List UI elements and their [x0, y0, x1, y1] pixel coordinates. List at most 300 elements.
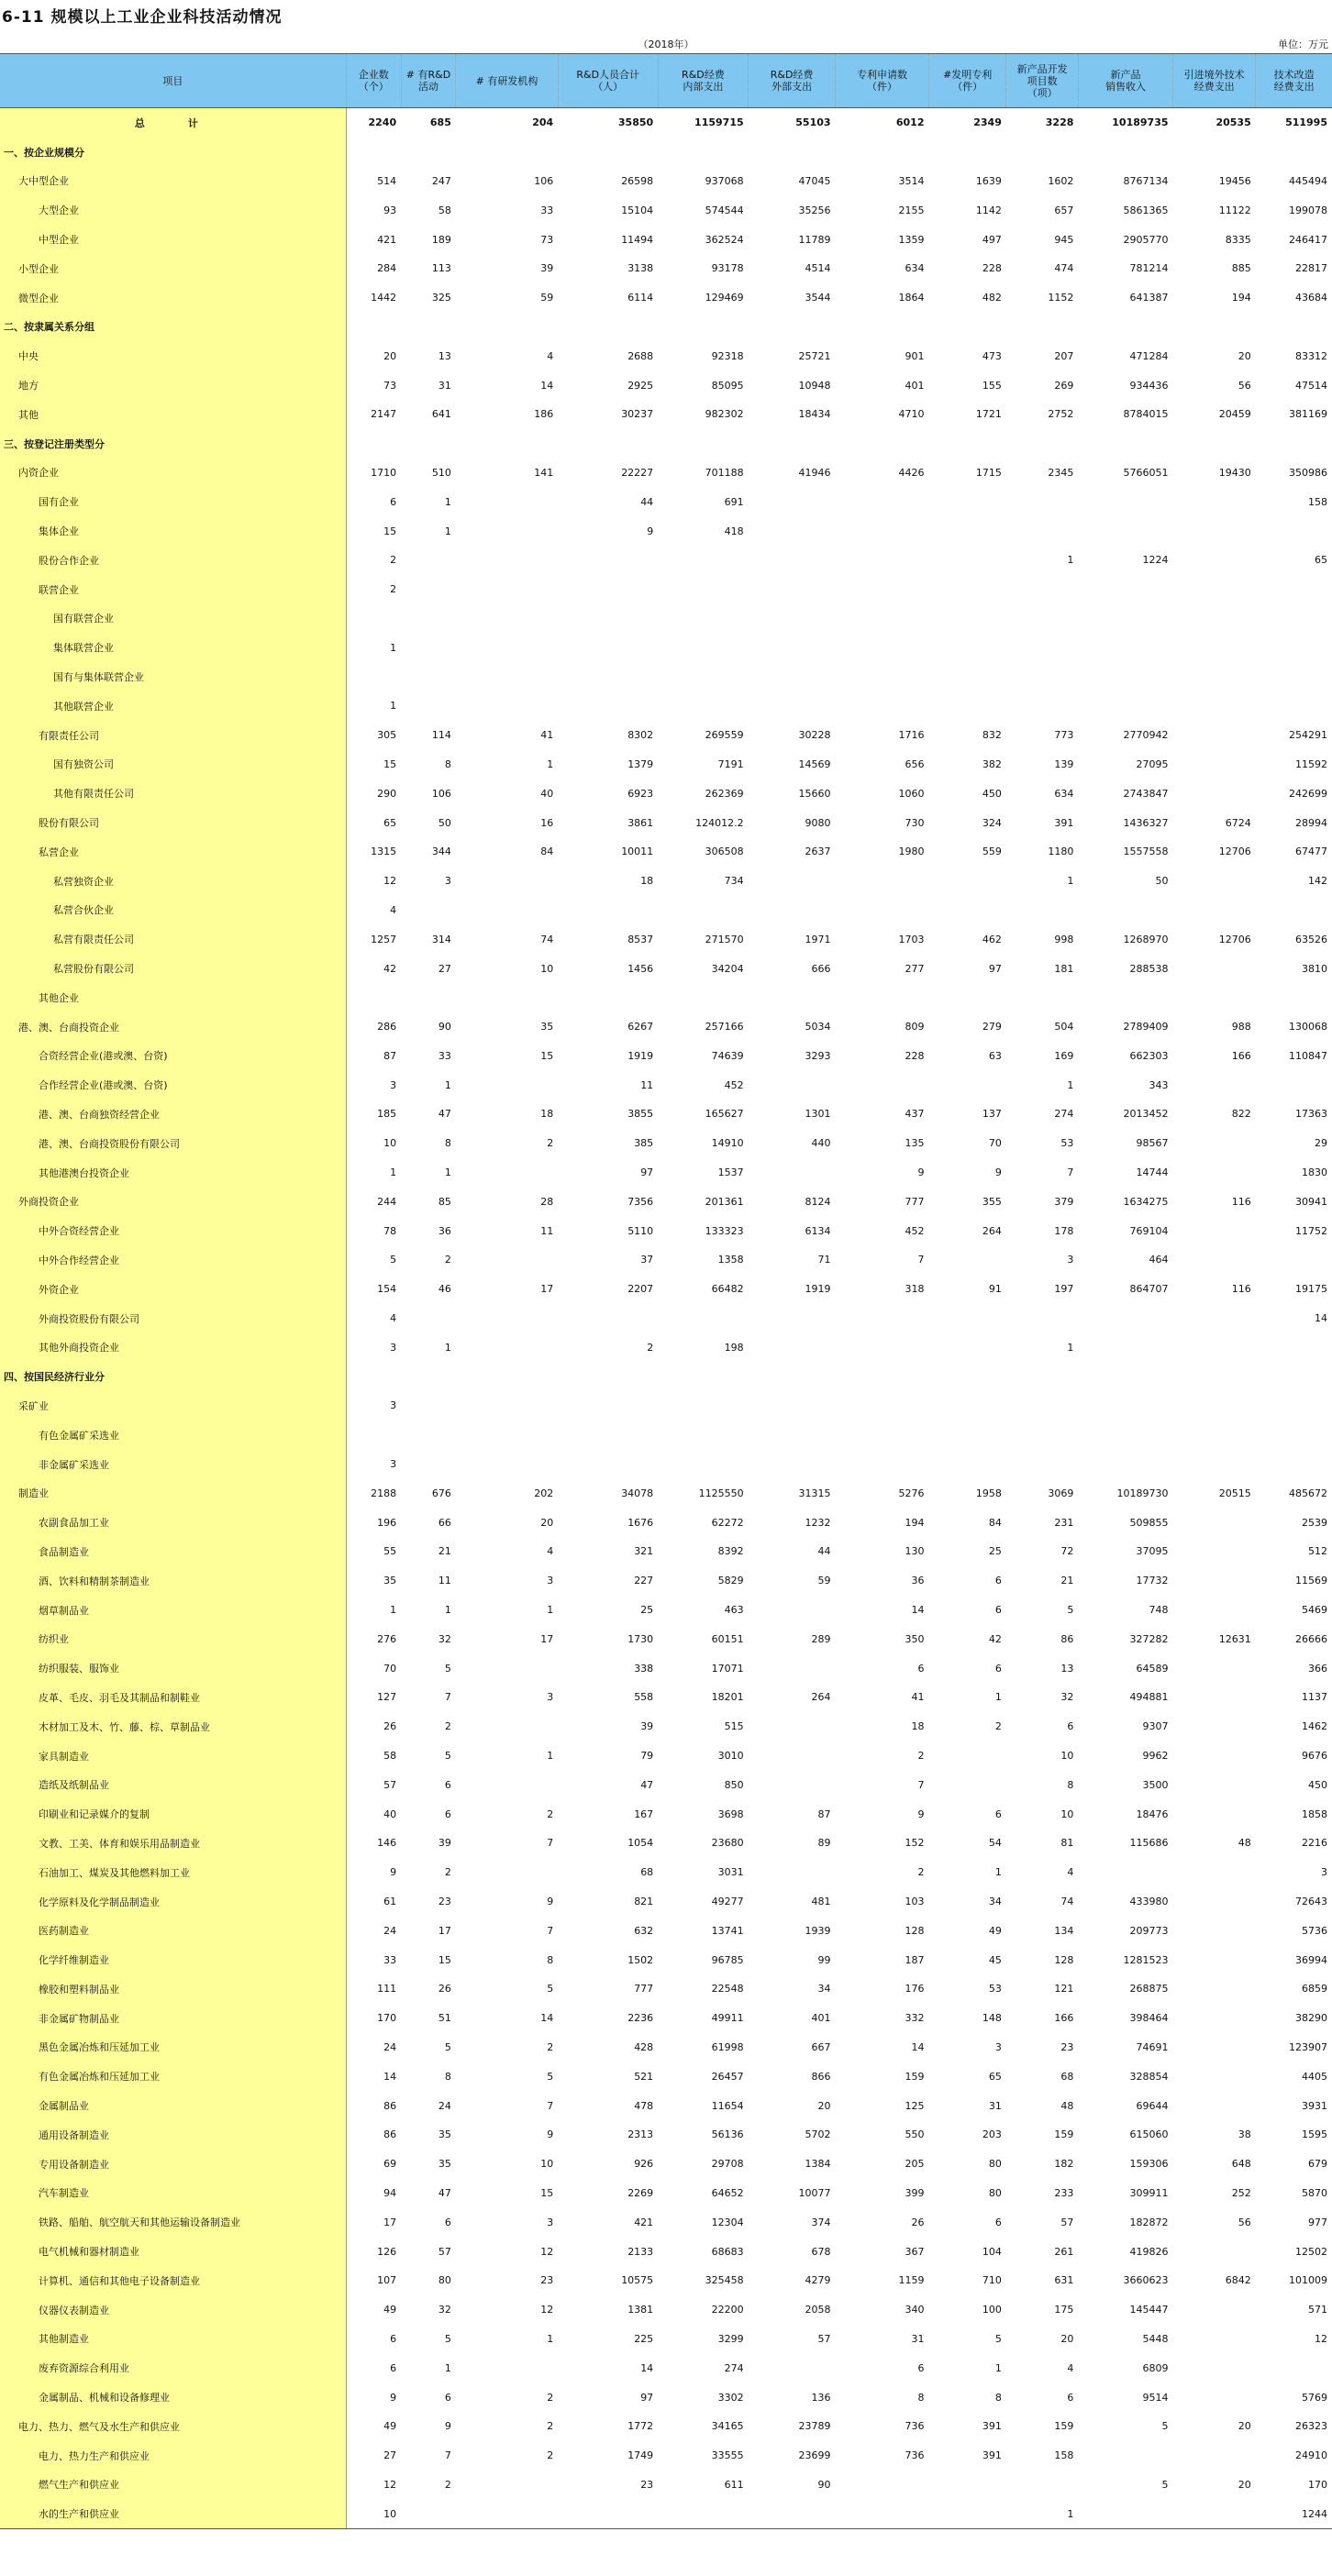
table-cell — [658, 1304, 748, 1333]
table-cell: 463 — [724, 1604, 744, 1617]
table-cell: 23 — [438, 1896, 451, 1907]
table-cell: 17071 — [711, 1662, 744, 1675]
table-cell: 30941 — [1295, 1195, 1327, 1208]
table-cell: 1159 — [898, 2274, 925, 2287]
row-label: 食品制造业 — [0, 1537, 346, 1566]
table-cell: 10011 — [621, 846, 654, 858]
row-label: 电气机械和器材制造业 — [0, 2237, 346, 2266]
table-cell: 1634275 — [1123, 1195, 1169, 1208]
table-cell: 1 — [444, 1604, 451, 1617]
row-label: 合资经营企业(港或澳、台资) — [0, 1042, 346, 1071]
table-cell: 17 — [540, 1283, 554, 1296]
table-row — [0, 2441, 1332, 2471]
table-cell — [1173, 1070, 1256, 1100]
table-cell: 3861 — [627, 816, 654, 829]
table-row — [0, 1187, 1332, 1216]
table-row — [0, 837, 1332, 867]
table-cell: 6 — [1067, 1720, 1074, 1733]
table-cell: 3069 — [1048, 1487, 1074, 1499]
table-cell: 74691 — [1136, 2040, 1169, 2053]
table-cell: 385 — [634, 1137, 654, 1150]
table-cell: 110847 — [1289, 1049, 1327, 1062]
table-cell — [558, 1421, 658, 1450]
table-cell — [836, 662, 929, 691]
table-cell: 662303 — [1129, 1049, 1169, 1062]
table-cell: 146 — [377, 1837, 397, 1850]
table-cell — [401, 429, 456, 459]
table-cell — [456, 1332, 558, 1362]
table-cell: 318 — [905, 1283, 925, 1296]
table-row — [0, 1566, 1332, 1596]
table-cell — [1078, 1421, 1172, 1450]
table-row — [0, 1100, 1332, 1129]
table-cell — [1173, 662, 1256, 691]
table-cell — [456, 1070, 558, 1100]
title-bar — [0, 0, 1332, 33]
table-cell: 46 — [438, 1283, 451, 1296]
table-cell: 1557558 — [1123, 846, 1169, 858]
table-cell: 6859 — [1302, 1983, 1327, 1996]
table-cell: 35256 — [798, 204, 831, 216]
table-cell: 175 — [1054, 2304, 1074, 2316]
table-cell — [658, 2499, 748, 2528]
table-cell: 1381 — [627, 2304, 654, 2316]
table-cell: 73 — [540, 233, 554, 246]
table-cell: 196 — [377, 1516, 397, 1529]
table-cell: 55 — [383, 1545, 397, 1558]
table-cell: 6134 — [805, 1224, 831, 1237]
table-cell — [658, 1362, 748, 1391]
table-cell: 65 — [988, 2070, 1002, 2083]
table-cell: 2 — [547, 2391, 554, 2404]
table-cell: 289 — [811, 1632, 831, 1645]
row-label: 金属制品业 — [0, 2091, 346, 2120]
table-cell: 2 — [444, 1720, 451, 1733]
table-cell: 510 — [431, 466, 451, 479]
table-cell: 3010 — [717, 1750, 744, 1763]
table-cell: 1 — [444, 1078, 451, 1091]
table-cell: 1180 — [1048, 846, 1074, 858]
table-row — [0, 2353, 1332, 2383]
table-cell: 1358 — [717, 1254, 744, 1266]
table-cell: 391 — [982, 2449, 1002, 2462]
table-cell — [929, 546, 1006, 575]
table-cell: 1442 — [371, 292, 397, 304]
table-cell: 685 — [429, 116, 451, 129]
table-cell — [1078, 487, 1172, 516]
row-label: 烟草制品业 — [0, 1596, 346, 1625]
table-cell: 4405 — [1302, 2070, 1327, 2083]
table-cell: 29 — [1315, 1137, 1327, 1150]
table-cell: 485672 — [1289, 1487, 1327, 1499]
row-label: 通用设备制造业 — [0, 2120, 346, 2150]
table-cell: 1919 — [627, 1049, 654, 1062]
table-cell: 42 — [383, 962, 397, 975]
table-cell: 36 — [911, 1575, 925, 1587]
table-cell: 165627 — [705, 1108, 744, 1121]
table-cell — [749, 691, 836, 721]
table-cell: 86 — [1060, 1632, 1074, 1645]
table-cell: 1537 — [717, 1166, 744, 1179]
table-cell: 14910 — [711, 1137, 744, 1150]
table-body — [0, 108, 1332, 2529]
table-cell — [1078, 2441, 1172, 2471]
table-cell: 20535 — [1215, 116, 1251, 129]
table-cell: 421 — [634, 2216, 654, 2228]
table-cell: 22548 — [711, 1983, 744, 1996]
table-cell — [1173, 2033, 1256, 2062]
table-cell: 6 — [390, 2332, 397, 2345]
table-cell — [456, 1158, 558, 1188]
table-cell: 32 — [438, 2304, 451, 2316]
table-cell: 901 — [905, 349, 925, 362]
table-cell: 1602 — [1048, 174, 1074, 187]
table-cell: 142 — [1308, 875, 1327, 888]
table-cell: 667 — [811, 2040, 831, 2053]
table-cell — [346, 983, 401, 1012]
table-cell: 2 — [390, 583, 397, 596]
row-label: 国有企业 — [0, 487, 346, 516]
table-cell: 305 — [377, 729, 397, 742]
table-cell: 74639 — [711, 1049, 744, 1062]
table-cell — [1173, 1158, 1256, 1188]
table-cell — [1078, 516, 1172, 546]
table-cell — [1173, 2295, 1256, 2325]
table-cell: 471284 — [1129, 349, 1169, 362]
table-cell — [558, 662, 658, 691]
table-cell: 20459 — [1218, 408, 1251, 421]
row-label: 集体联营企业 — [0, 633, 346, 662]
table-cell — [836, 867, 929, 896]
table-cell: 158 — [1054, 2449, 1074, 2462]
table-cell: 11789 — [798, 233, 831, 246]
table-row — [0, 225, 1332, 254]
table-cell: 481 — [811, 1896, 831, 1907]
table-cell: 401 — [905, 379, 925, 392]
table-cell: 350986 — [1289, 466, 1327, 479]
table-cell: 152 — [905, 1837, 925, 1850]
table-cell: 81 — [1060, 1837, 1074, 1850]
table-cell: 42 — [988, 1632, 1002, 1645]
table-cell: 7 — [1067, 1166, 1074, 1179]
row-label: 四、按国民经济行业分 — [0, 1362, 346, 1391]
table-cell — [1256, 633, 1332, 662]
table-cell: 8 — [444, 2070, 451, 2083]
table-cell: 96785 — [711, 1953, 744, 1966]
table-cell — [1173, 2441, 1256, 2471]
table-cell: 284 — [377, 262, 397, 275]
table-cell: 48 — [1238, 1837, 1251, 1850]
table-cell: 158 — [1308, 495, 1327, 508]
table-cell: 4 — [390, 903, 397, 916]
table-cell: 1 — [547, 2332, 554, 2345]
table-cell: 6 — [994, 2216, 1002, 2228]
table-cell: 781214 — [1129, 262, 1169, 275]
table-row — [0, 924, 1332, 954]
table-cell: 97 — [640, 2391, 654, 2404]
table-cell: 691 — [724, 495, 744, 508]
table-cell: 5870 — [1302, 2186, 1327, 2199]
table-cell: 3299 — [717, 2332, 744, 2345]
table-cell: 5 — [547, 2070, 554, 2083]
table-cell: 1 — [1067, 875, 1074, 888]
table-cell — [346, 604, 401, 634]
row-label: 微型企业 — [0, 283, 346, 313]
table-cell — [401, 1362, 456, 1391]
table-cell: 80 — [438, 2274, 451, 2287]
table-cell: 3 — [547, 1575, 554, 1587]
table-cell: 100 — [982, 2304, 1002, 2316]
table-cell — [1173, 896, 1256, 925]
table-cell — [929, 896, 1006, 925]
row-label: 燃气生产和供应业 — [0, 2471, 346, 2500]
table-cell — [1173, 750, 1256, 779]
row-label: 国有与集体联营企业 — [0, 662, 346, 691]
row-label: 一、按企业规模分 — [0, 138, 346, 167]
table-cell — [1173, 2499, 1256, 2528]
table-cell: 2207 — [627, 1283, 654, 1296]
table-row — [0, 1770, 1332, 1799]
table-cell: 31315 — [798, 1487, 831, 1499]
table-cell: 33 — [540, 204, 554, 216]
table-row — [0, 604, 1332, 634]
table-cell: 3 — [390, 1078, 397, 1091]
table-cell — [1173, 1245, 1256, 1275]
table-cell: 14 — [540, 379, 554, 392]
table-cell — [1256, 313, 1332, 342]
table-cell — [836, 429, 929, 459]
table-cell — [401, 138, 456, 167]
table-cell: 3 — [994, 2040, 1002, 2053]
table-cell: 777 — [905, 1195, 925, 1208]
table-cell: 72 — [1060, 1545, 1074, 1558]
table-cell: 3 — [547, 2216, 554, 2228]
table-cell: 1958 — [975, 1487, 1002, 1499]
table-cell: 9514 — [1142, 2391, 1169, 2404]
table-cell: 133323 — [705, 1224, 744, 1237]
table-cell — [1006, 633, 1079, 662]
row-label: 外商投资企业 — [0, 1187, 346, 1216]
table-cell — [1256, 604, 1332, 634]
table-cell: 982302 — [705, 408, 744, 421]
table-cell — [1006, 1362, 1079, 1391]
row-label: 纺织服装、服饰业 — [0, 1653, 346, 1683]
table-cell — [1173, 1566, 1256, 1596]
table-cell — [558, 313, 658, 342]
table-cell: 18434 — [798, 408, 831, 421]
table-cell — [456, 1712, 558, 1741]
table-cell — [1006, 313, 1079, 342]
table-cell: 6 — [994, 1575, 1002, 1587]
table-cell: 1281523 — [1123, 1953, 1169, 1966]
table-cell: 15 — [540, 1049, 554, 1062]
table-cell: 63526 — [1295, 933, 1327, 945]
table-cell: 64589 — [1136, 1662, 1169, 1675]
table-cell: 7 — [444, 1691, 451, 1704]
row-label: 私营独资企业 — [0, 867, 346, 896]
table-cell: 1301 — [805, 1108, 831, 1121]
table-cell: 74 — [1060, 1896, 1074, 1907]
row-label: 中外合资经营企业 — [0, 1216, 346, 1245]
table-cell: 32 — [1060, 1691, 1074, 1704]
row-label: 废弃资源综合利用业 — [0, 2353, 346, 2383]
table-cell: 641387 — [1129, 292, 1169, 304]
table-cell: 86 — [383, 2128, 397, 2141]
table-cell: 327282 — [1129, 1632, 1169, 1645]
table-cell — [929, 516, 1006, 546]
table-cell: 3810 — [1302, 962, 1327, 975]
row-label: 酒、饮料和精制茶制造业 — [0, 1566, 346, 1596]
table-cell: 314 — [431, 933, 451, 945]
table-cell: 328854 — [1129, 2070, 1169, 2083]
table-cell: 53 — [988, 1983, 1002, 1996]
table-cell: 93 — [383, 204, 397, 216]
table-cell: 64652 — [711, 2186, 744, 2199]
table-cell: 1456 — [627, 962, 654, 975]
table-cell: 2 — [994, 1720, 1002, 1733]
table-cell: 497 — [982, 233, 1002, 246]
table-cell — [1006, 1421, 1079, 1450]
table-row — [0, 1829, 1332, 1858]
table-cell — [346, 1362, 401, 1391]
table-row — [0, 1537, 1332, 1566]
table-cell: 1730 — [627, 1632, 654, 1645]
table-cell: 3031 — [717, 1866, 744, 1879]
table-cell: 632 — [634, 1924, 654, 1937]
row-label: 私营有限责任公司 — [0, 924, 346, 954]
table-cell: 126 — [377, 2245, 397, 2258]
table-cell — [1173, 691, 1256, 721]
row-label: 印刷业和记录媒介的复制 — [0, 1799, 346, 1829]
table-cell: 5766051 — [1123, 466, 1169, 479]
table-cell: 3931 — [1302, 2099, 1327, 2112]
row-label: 水的生产和供应业 — [0, 2499, 346, 2528]
table-cell: 11 — [438, 1575, 451, 1587]
table-cell — [346, 429, 401, 459]
table-cell — [836, 2471, 929, 2500]
table-cell — [658, 1450, 748, 1479]
table-cell: 262369 — [705, 787, 744, 800]
table-cell: 3660623 — [1123, 2274, 1169, 2287]
table-cell: 11592 — [1295, 757, 1327, 770]
table-cell — [929, 1391, 1006, 1421]
table-cell — [1173, 1450, 1256, 1479]
table-cell: 90 — [438, 1021, 451, 1034]
table-cell: 12706 — [1218, 933, 1251, 945]
table-cell: 288538 — [1129, 962, 1169, 975]
table-cell: 40 — [540, 787, 554, 800]
table-cell: 22817 — [1295, 262, 1327, 275]
table-cell: 5 — [390, 1254, 397, 1266]
table-row — [0, 779, 1332, 808]
table-cell — [456, 983, 558, 1012]
table-row — [0, 750, 1332, 779]
table-cell: 68 — [1060, 2070, 1074, 2083]
table-cell — [929, 867, 1006, 896]
table-cell: 362524 — [705, 233, 744, 246]
table-cell: 69644 — [1136, 2099, 1169, 2112]
table-row — [0, 1245, 1332, 1275]
table-cell: 24 — [383, 1924, 397, 1937]
table-cell — [929, 691, 1006, 721]
row-label: 汽车制造业 — [0, 2179, 346, 2208]
table-cell: 135 — [905, 1137, 925, 1150]
table-cell: 15 — [383, 525, 397, 537]
table-cell: 988 — [1231, 1021, 1251, 1034]
row-label: 合作经营企业(港或澳、台资) — [0, 1070, 346, 1100]
table-cell — [1173, 779, 1256, 808]
table-row — [0, 341, 1332, 370]
table-cell: 2905770 — [1123, 233, 1169, 246]
table-cell — [456, 896, 558, 925]
table-cell: 128 — [1054, 1953, 1074, 1966]
table-cell — [1078, 604, 1172, 634]
table-cell: 5736 — [1302, 1924, 1327, 1937]
table-cell: 8 — [444, 1137, 451, 1150]
table-cell: 2155 — [898, 204, 925, 216]
table-cell: 26323 — [1295, 2420, 1327, 2433]
table-cell — [558, 1450, 658, 1479]
table-row — [0, 2266, 1332, 2295]
table-cell: 8767134 — [1123, 174, 1169, 187]
table-cell: 1 — [547, 1604, 554, 1617]
table-cell: 1980 — [898, 846, 925, 858]
table-cell: 2 — [547, 2040, 554, 2053]
table-cell: 279 — [982, 1021, 1002, 1034]
table-cell — [1173, 2325, 1256, 2354]
table-cell — [1256, 896, 1332, 925]
table-cell: 850 — [724, 1778, 744, 1791]
table-cell: 3138 — [627, 262, 654, 275]
table-cell — [1173, 138, 1256, 167]
table-cell: 12 — [383, 2478, 397, 2491]
table-cell: 31 — [438, 379, 451, 392]
table-cell — [401, 896, 456, 925]
table-cell: 558 — [634, 1691, 654, 1704]
table-row — [0, 2295, 1332, 2325]
table-cell: 13 — [1060, 1662, 1074, 1675]
table-row — [0, 2412, 1332, 2441]
table-cell: 57 — [438, 2245, 451, 2258]
table-cell: 1 — [994, 2361, 1002, 2374]
table-cell: 9307 — [1142, 1720, 1169, 1733]
table-cell: 97 — [640, 1166, 654, 1179]
table-row — [0, 546, 1332, 575]
table-cell: 832 — [982, 729, 1002, 742]
table-row — [0, 633, 1332, 662]
table-cell: 666 — [811, 962, 831, 975]
table-cell: 19430 — [1218, 466, 1251, 479]
table-cell: 145447 — [1129, 2304, 1169, 2316]
table-cell: 137 — [982, 1108, 1002, 1121]
table-cell: 1379 — [627, 757, 654, 770]
table-cell: 1 — [547, 1750, 554, 1763]
table-cell: 1858 — [1302, 1808, 1327, 1820]
table-cell: 56 — [1238, 2216, 1251, 2228]
table-cell: 1 — [390, 1604, 397, 1617]
table-cell: 6 — [994, 1808, 1002, 1820]
table-cell — [558, 1362, 658, 1391]
table-cell: 74 — [540, 933, 554, 945]
table-cell — [1078, 138, 1172, 167]
table-cell: 1224 — [1142, 554, 1169, 567]
table-row — [0, 1275, 1332, 1304]
table-cell: 91 — [988, 1283, 1002, 1296]
year-label: （2018年） — [638, 39, 694, 50]
table-cell: 47 — [640, 1778, 654, 1791]
table-cell — [1173, 1799, 1256, 1829]
row-label: 外商投资股份有限公司 — [0, 1304, 346, 1333]
